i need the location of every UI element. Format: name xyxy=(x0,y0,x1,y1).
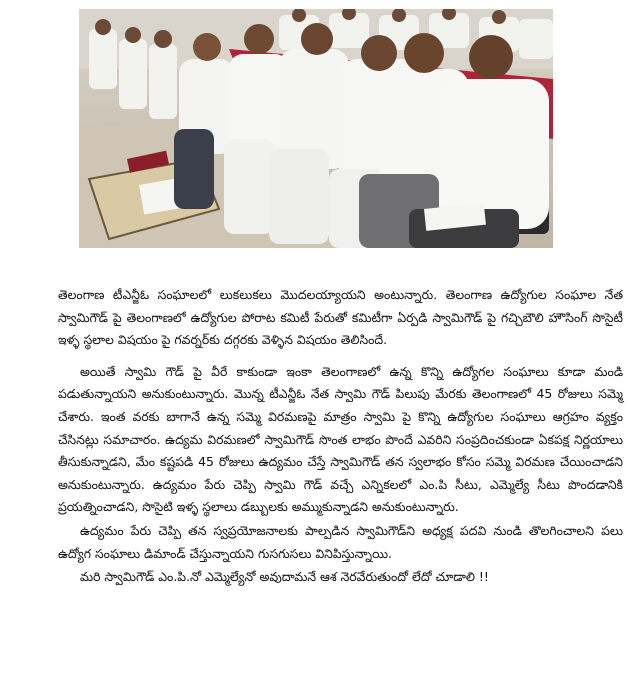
paragraph-3: ఉద్యమం పేరు చెప్పి తన స్వప్రయోజనాలకు పాల్పడిన స్వామిగౌడ్‌ని అధ్యక్ష పదవి నుండి తొలగించాలని పలు ఉద్యోగ సంఘాలు డిమాండ్ చేస్తున్నాయని గుసగుసలు వినిపిస్తున్నాయి. xyxy=(58,522,623,561)
meeting-scene xyxy=(79,9,553,248)
paragraph-4: మరి స్వామిగౌడ్ ఎం.పి.నో ఎమ్మెల్యేనో అవుదామనే ఆశ నెరవేరుతుందో లేదో చూడాలి !! xyxy=(80,569,489,585)
article-body xyxy=(58,284,623,589)
news-photo xyxy=(79,9,553,248)
paragraph-1: తెలంగాణ టీఎన్జీఓ సంఘాలలో లుకలుకలు మొదలయ్యాయని అంటున్నారు. తెలంగాణ ఉద్యోగుల సంఘాల నేత స్వామిగౌడ్ పై తెలంగాణలో ఉద్యోగుల పోరాట కమిటీ పేరుతో కమిటీగా ఏర్పడి స్వామిగౌడ్ పై గచ్చిబౌలి హౌసింగ్ సొసైటీ ఇళ్ళ స్థలాల విషయం పై గవర్నర్‌కు దగ్గరకు వెళ్ళిన విషయం తెలిసిందే. xyxy=(58,287,623,348)
paragraph-2: అయితే స్వామి గౌడ్ పై వీరే కాకుండా ఇంకా తెలంగాణలో ఉన్న కొన్ని ఉద్యోగల సంఘాలు కూడా మండి పడుతున్నాయని అనుకుంటున్నారు. మొన్న టీఎన్జీఓ నేత స్వామి గౌడ్ పిలుపు మేరకు తెలంగాణలో 45 రోజులు సమ్మె చేశారు. ఇంత వరకు బాగానే ఉన్న సమ్మె విరమణపై మాత్రం స్వామి పై కొన్ని ఉద్యోగుల సంఘాలు ఆగ్రహం వ్యక్తం చేసినట్లు సమాచారం. ఉద్యమ విరమణలో స్వామిగౌడ్ సొంత లాభం పొందే ఎవరిని సంప్రదించకుండా ఏకపక్ష నిర్ణయాలు తీసుకున్నాడని, మేం కష్టపడి 45 రోజులు ఉద్యమం చేస్తే స్వామిగౌడ్ తన స్వలాభం కోసం సమ్మె విరమణ చేయించాడని అనుకుంటున్నారు. ఉద్యమం పేరు చెప్పి స్వామి గౌడ్ వచ్చే ఎన్నికలలో ఎం.పి సీటు, ఎమ్మెల్యే సీటు పొందడానికి ప్రయత్నించాడని, సొసైటి ఇళ్ళ స్థలాలు డబ్బులకు అమ్ముకున్నాడని అనుకుంటున్నారు. xyxy=(58,363,623,515)
